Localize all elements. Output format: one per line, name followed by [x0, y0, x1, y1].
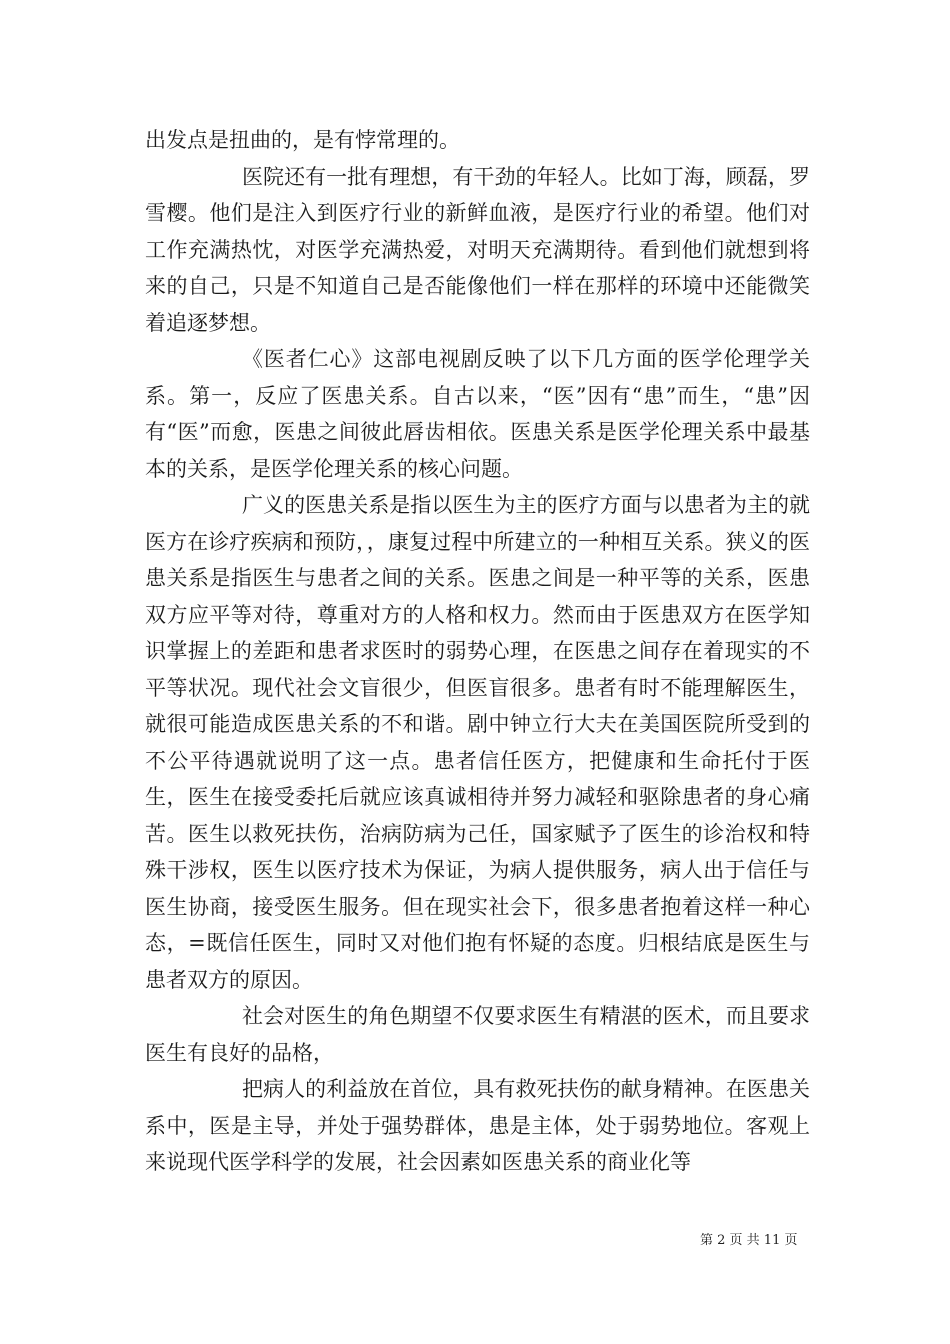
- paragraph-continuation: 出发点是扭曲的，是有悖常理的。: [145, 128, 460, 152]
- page-number-footer: 第 2 页 共 11 页: [700, 1233, 798, 1248]
- paragraph-social-expectation: 社会对医生的角色期望不仅要求医生有精湛的医术，而且要求医生有良好的品格，: [145, 1004, 810, 1065]
- paragraph-doctor-patient-relation: 广义的医患关系是指以医生为主的医疗方面与以患者为主的就医方在诊疗疾病和预防，，康复过程中所建立的一种相互关系。狭义的医患关系是指医生与患者之间的关系。医患之间是一种平等的关系，医患双方应平等对待，尊重对方的人格和权力。然而由于医患双方在医学知识掌握上的差距和患者求医时的弱势心理，在医患之间存在着现实的不平等状况。现代社会文盲很少，但医盲很多。患者有时不能理解医生，就很可能造成医患关系的不和谐。剧中钟立行大夫在美国医院所受到的不公平待遇就说明了这一点。患者信任医方，把健康和生命托付于医生，医生在接受委托后就应该真诚相待并努力减轻和驱除患者的身心痛苦。医生以救死扶伤，治病防病为己任，国家赋予了医生的诊治权和特殊干涉权，医生以医疗技术为保证，为病人提供服务，病人出于信任与医生协商，接受医生服务。但在现实社会下，很多患者抱着这样一种心态，=既信任医生，同时又对他们抱有怀疑的态度。归根结底是医生与患者双方的原因。: [145, 493, 810, 992]
- paragraph-young-doctors: 医院还有一批有理想，有干劲的年轻人。比如丁海，顾磊，罗雪樱。他们是注入到医疗行业的新鲜血液，是医疗行业的希望。他们对工作充满热忱，对医学充满热爱，对明天充满期待。看到他们就想到将来的自己，只是不知道自己是否能像他们一样在那样的环境中还能微笑着追逐梦想。: [145, 164, 810, 335]
- body-text: [145, 122, 810, 1181]
- paragraph-drama-ethics: 《医者仁心》这部电视剧反映了以下几方面的医学伦理学关系。第一，反应了医患关系。自古以来，“医”因有“患”而生，“患”因有“医”而愈，医患之间彼此唇齿相依。医患关系是医学伦理关系中最基本的关系，是医学伦理关系的核心问题。: [145, 347, 810, 481]
- paragraph-patient-interest: 把病人的利益放在首位，具有救死扶伤的献身精神。在医患关系中，医是主导，并处于强势群体，患是主体，处于弱势地位。客观上来说现代医学科学的发展，社会因素如医患关系的商业化等: [145, 1077, 810, 1174]
